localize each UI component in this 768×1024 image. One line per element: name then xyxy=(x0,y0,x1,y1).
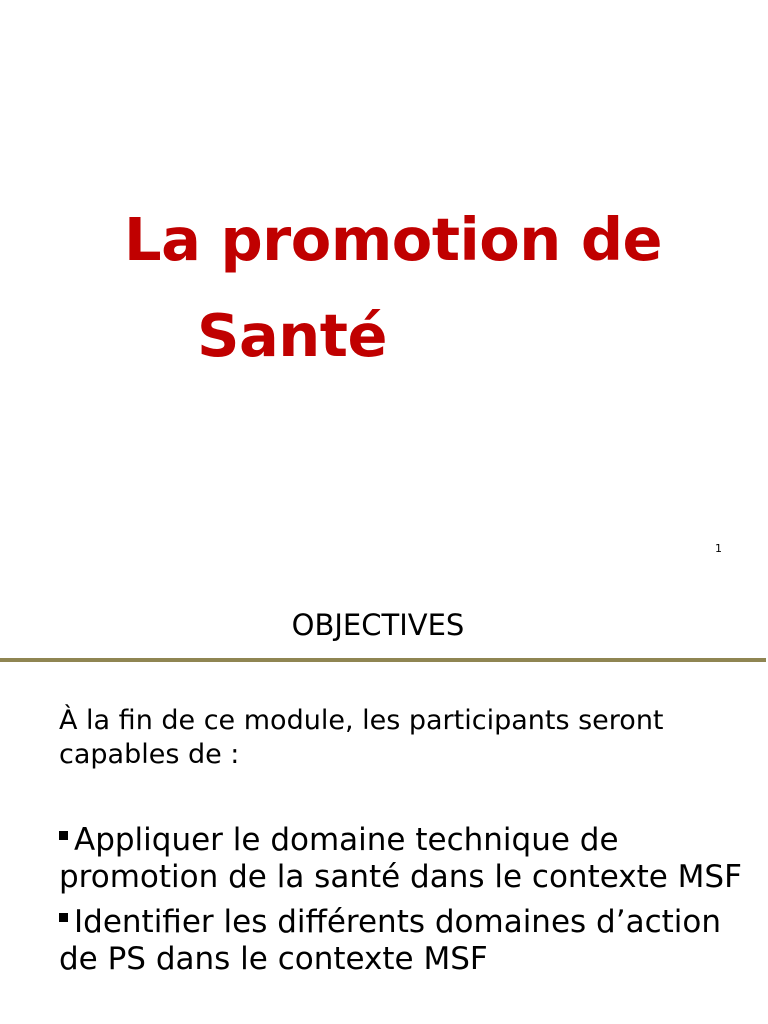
heading-divider xyxy=(0,658,766,662)
objective-text: Identifier les différents domaines d’action de PS dans le contexte MSF xyxy=(59,904,721,977)
objective-item xyxy=(59,904,759,978)
objectives-heading: OBJECTIVES xyxy=(291,608,465,642)
objective-text: Appliquer le domaine technique de promotion de la santé dans le contexte MSF xyxy=(59,822,742,895)
objective-item xyxy=(59,822,759,896)
slide-title-line-2: Santé xyxy=(197,301,388,370)
slide-objectives xyxy=(0,576,768,1024)
square-bullet-icon xyxy=(59,831,68,840)
slide-title-line-1: La promotion de xyxy=(124,205,663,274)
intro-text: À la fin de ce module, les participants seront capables de : xyxy=(59,705,664,770)
page-number: 1 xyxy=(715,542,722,555)
objectives-list xyxy=(59,822,759,986)
square-bullet-icon xyxy=(59,913,68,922)
